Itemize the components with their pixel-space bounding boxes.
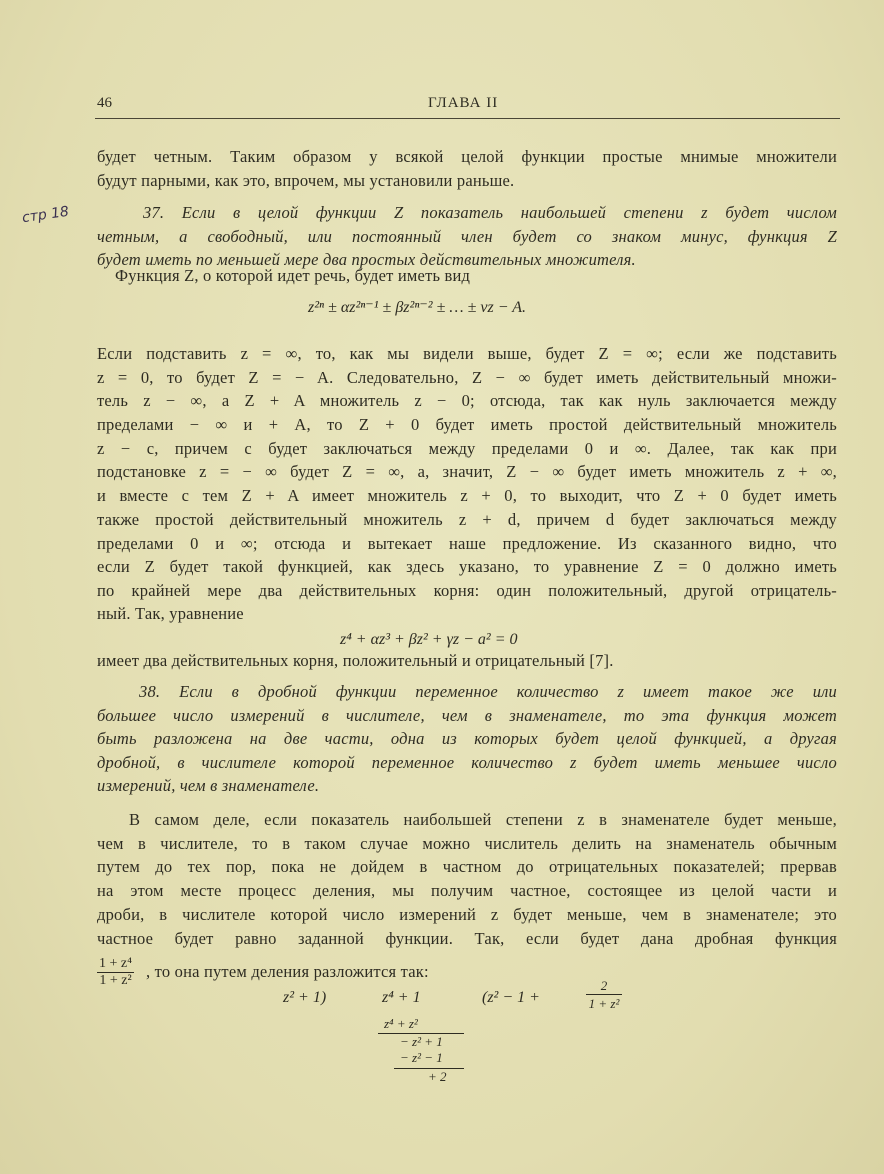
proof-line: z − c, причем c будет заключаться между пределами 0 и ∞. Далее, так как при (97, 439, 837, 458)
proof-line: и вместе с тем Z + A имеет множитель z + 0, то выходит, что Z + 0 будет иметь (97, 486, 837, 505)
proof-38-line: частное будет равно заданной функции. Так, если будет дана дробная функция (97, 929, 837, 948)
theorem-37-line: будет иметь по меньшей мере два простых действительных множителя. (97, 250, 636, 269)
text-line: будет четным. Таким образом у всякой целой функции простые мнимые множители (97, 147, 837, 166)
theorem-38-line: быть разложена на две части, одна из которых будет целой функцией, а другая (97, 729, 837, 748)
text-line: будут парными, как это, впрочем, мы установили раньше. (97, 171, 515, 190)
proof-line: Если подставить z = ∞, то, как мы видели выше, будет Z = ∞; если же подставить (97, 344, 837, 363)
proof-line: пределами − ∞ и + A, то Z + 0 будет иметь простой действительный множитель (97, 415, 837, 434)
handwritten-margin-note: стр 18 (21, 203, 70, 227)
proof-38-line: чем в числителе, то в таком случае можно числитель делить на знаменатель обычным (97, 834, 837, 853)
theorem-38-line: большее число измерений в числителе, чем в знаменателе, то эта функция может (97, 706, 837, 725)
page-number: 46 (97, 95, 112, 111)
fraction-denominator: 1 + z² (99, 973, 132, 988)
proof-38-line: на этом месте процесс деления, мы получим частное, состоящее из целой части и (97, 881, 837, 900)
chapter-heading: ГЛАВА II (428, 95, 499, 111)
division-step: z⁴ + z² (384, 1016, 418, 1031)
proof-line: по крайней мере два действительных корня: один положительный, другой отрицатель- (97, 581, 837, 600)
text-line: Функция Z, о которой идет речь, будет иметь вид (115, 266, 471, 285)
proof-line: если Z будет такой функцией, как здесь указано, то уравнение Z = 0 должно иметь (97, 557, 837, 576)
text-line: имеет два действительных корня, положительный и отрицательный [7]. (97, 651, 614, 670)
quotient: (z² − 1 + (482, 989, 540, 1006)
dividend: z⁴ + 1 (382, 989, 421, 1006)
text-line: , то она путем деления разложится так: (146, 962, 429, 981)
header-rule (95, 118, 840, 119)
proof-38-line: путем до тех пор, пока не дойдем в частном до отрицательных показателей; прервав (97, 857, 837, 876)
proof-38-line: В самом деле, если показатель наибольшей степени z в знаменателе будет меньше, (129, 810, 837, 829)
proof-line: пределами 0 и ∞; отсюда и вытекает наше предложение. Из сказанного видно, что (97, 534, 837, 553)
proof-line: также простой действительный множитель z + d, причем d будет заключаться между (97, 510, 837, 529)
theorem-37-line: 37. Если в целой функции Z показатель наибольшей степени z будет числом (143, 203, 837, 222)
theorem-37-line: четным, а свободный, или постоянный член будет со знаком минус, функция Z (97, 227, 837, 246)
fraction-numerator: 1 + z⁴ (99, 956, 132, 971)
division-remainder: + 2 (428, 1069, 447, 1084)
proof-line: ный. Так, уравнение (97, 604, 244, 623)
quotient-fraction-numerator: 2 (586, 978, 622, 995)
theorem-38-line: дробной, в числителе которой переменное количество z будет иметь меньшее число (97, 753, 837, 772)
proof-line: подстановке z = − ∞ будет Z = ∞, а, значит, Z − ∞ будет иметь множитель z + ∞, (97, 462, 837, 481)
quotient-fraction-denominator: 1 + z² (588, 996, 620, 1011)
proof-line: тель z − ∞, а Z + A множитель z − 0; отсюда, так как нуль заключается между (97, 391, 837, 410)
division-step: − z² − 1 (400, 1050, 443, 1065)
formula-polynomial: z²ⁿ ± αz²ⁿ⁻¹ ± βz²ⁿ⁻² ± … ± νz − A. (308, 299, 526, 316)
formula-quartic-equation: z⁴ + αz³ + βz² + γz − a² = 0 (340, 631, 518, 648)
divisor: z² + 1) (283, 989, 327, 1006)
theorem-38-line: 38. Если в дробной функции переменное количество z имеет такое же или (139, 682, 837, 701)
fraction (97, 956, 134, 989)
proof-38-line: дроби, в числителе которой число измерений z будет меньше, чем в знаменателе; это (97, 905, 837, 924)
division-step: − z² + 1 (400, 1034, 443, 1049)
theorem-38-line: измерений, чем в знаменателе. (97, 776, 320, 795)
proof-line: z = 0, то будет Z = − A. Следовательно, Z − ∞ будет иметь действительный множи- (97, 368, 837, 387)
